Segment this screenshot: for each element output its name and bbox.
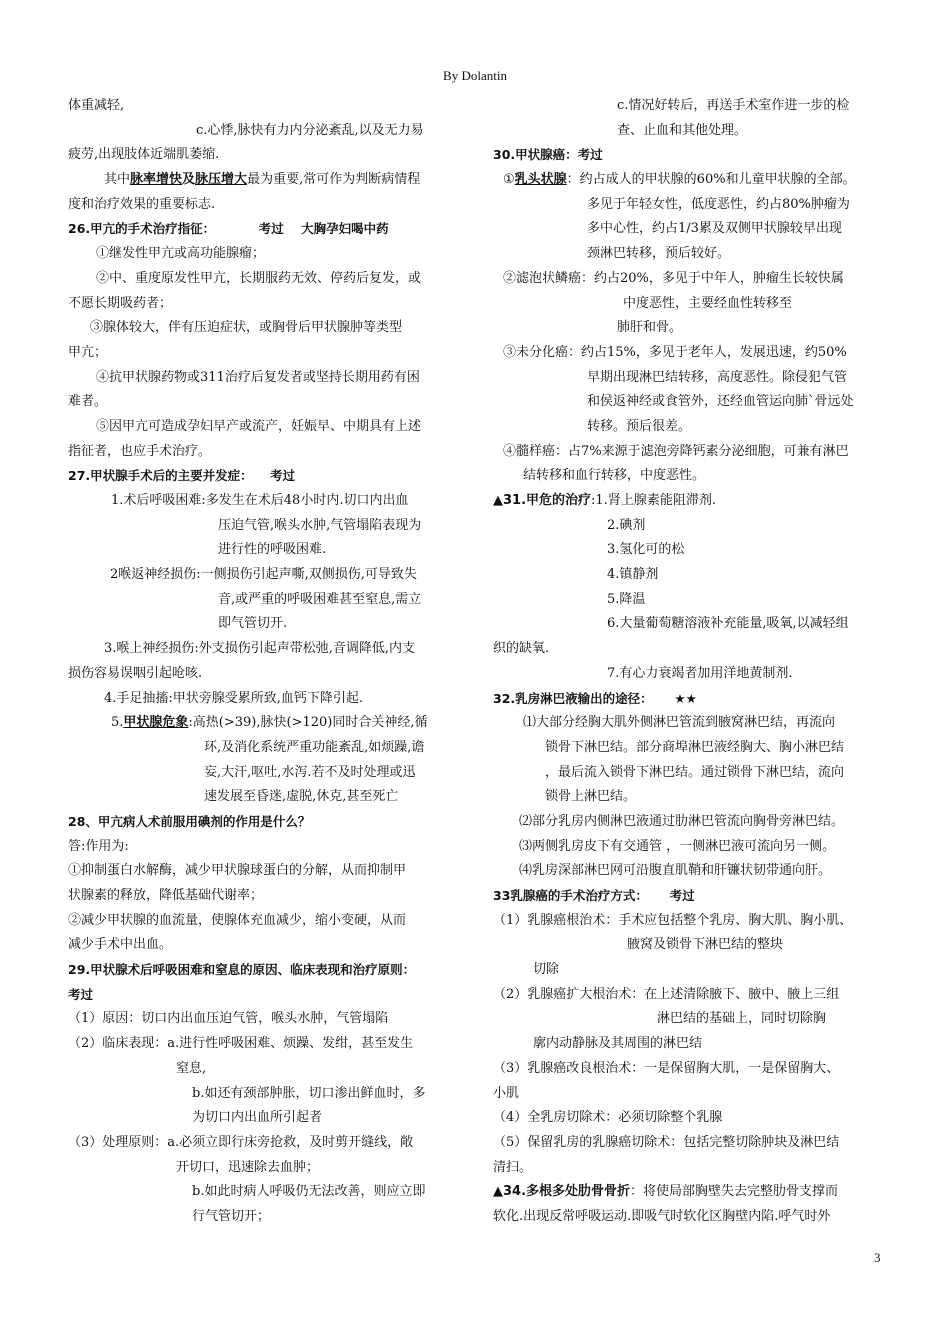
- section-heading-34: [493, 1180, 891, 1205]
- text-line: ⑵部分乳房内侧淋巴液通过肋淋巴管流向胸骨旁淋巴结。: [519, 813, 845, 829]
- text-line: ④髓样癌：占7%来源于滤泡旁降钙素分泌细胞，可兼有淋巴: [503, 443, 849, 459]
- text-line: 软化.出现反常呼吸运动.即吸气时软化区胸壁内陷.呼气时外: [493, 1208, 831, 1224]
- text-line: 状腺素的释放，降低基础代谢率；: [68, 888, 264, 903]
- text-line: 2.碘剂: [607, 517, 646, 533]
- text-line: 肺肝和骨。: [617, 320, 683, 336]
- text-line: （5）保留乳房的乳腺癌切除术：包括完整切除肿块及淋巴结: [493, 1134, 840, 1150]
- text-line: 不愿长期吸药者；: [68, 295, 173, 311]
- text-run: ①: [503, 172, 515, 188]
- text-run: 最为重要,常可作为判断病情程: [247, 172, 421, 188]
- text-line: 4.镇静剂: [607, 567, 659, 583]
- text-line: b.如此时病人呼吸仍无法改善，则应立即: [192, 1184, 426, 1200]
- text-line: 指征者，也应手术治疗。: [68, 443, 212, 459]
- text-line: ③腺体较大，伴有压迫症状，或胸骨后甲状腺肿等类型: [90, 320, 403, 336]
- text-run: ：约占成人的甲状腺的60%和儿童甲状腺的全部。: [566, 172, 856, 188]
- text-run: ▲31.甲危的治疗: [493, 493, 592, 508]
- text-line: 体重减轻,: [68, 98, 125, 113]
- text-line: 疲劳,出现肢体近端肌萎缩.: [68, 147, 220, 163]
- text-line: 1.术后呼吸困难:多发生在术后48小时内.切口内出血: [111, 493, 409, 508]
- section-heading-32: 32.乳房淋巴液输出的途径： ★★: [493, 690, 697, 706]
- text-line: 5.降温: [607, 591, 646, 607]
- text-line: 开切口，迅速除去血肿；: [176, 1159, 320, 1175]
- text-line: 音,或严重的呼吸困难甚至窒息,需立: [218, 591, 422, 607]
- text-line: 多见于年轻女性，低度恶性，约占80%肿瘤为: [587, 196, 850, 212]
- text-line: 锁骨下淋巴结。部分商埠淋巴液经胸大、胸小淋巴结: [545, 739, 845, 755]
- text-line: ①继发性甲亢或高功能腺瘤；: [96, 246, 266, 262]
- text-line: 锁骨上淋巴结。: [545, 789, 637, 805]
- text-line: [68, 168, 462, 193]
- text-line: 行气管切开；: [192, 1208, 271, 1224]
- text-line: 妄,大汗,呕吐,水泻.若不及时处理或迅: [204, 764, 416, 780]
- text-line: 4.手足抽搐:甲状旁腺受累所致,血钙下降引起.: [104, 690, 364, 706]
- text-run: ▲34.多根多处肋骨骨折: [493, 1184, 631, 1200]
- key-term-pulse-rate: 脉率增快: [130, 172, 183, 188]
- text-line: c.心悸,脉快有力内分泌紊乱,以及无力易: [196, 122, 424, 138]
- text-line: [68, 711, 462, 736]
- text-line: （1）原因：切口内出血压迫气管，喉头水肿，气管塌陷: [68, 1011, 389, 1027]
- text-line: ⑴大部分经胸大肌外侧淋巴管流到腋窝淋巴结，再流向: [523, 715, 836, 731]
- text-line: ⑷乳房深部淋巴网可沿腹直肌鞘和肝镰状韧带通向肝。: [519, 863, 832, 879]
- text-line: 压迫气管,喉头水肿,气管塌陷表现为: [218, 517, 422, 533]
- text-line: [493, 168, 891, 193]
- text-run: 其中: [104, 172, 131, 188]
- page-header: By Dolantin: [443, 68, 507, 83]
- text-line: 考过: [68, 986, 94, 1002]
- section-heading-30: 30.甲状腺癌：考过: [493, 147, 603, 163]
- text-line: 多中心性，约占1/3累及双侧甲状腺较早出现: [587, 221, 842, 237]
- page-number: 3: [874, 1250, 881, 1265]
- text-line: 7.有心力衰竭者加用洋地黄制剂.: [607, 665, 793, 681]
- section-heading-26: 26.甲亢的手术治疗指征： 考过 大胸孕妇喝中药: [68, 221, 389, 237]
- text-line: ②减少甲状腺的血流量，使腺体充血减少，缩小变硬，从而: [68, 912, 407, 928]
- text-run: :高热(>39),脉快(>120)同时合关神经,循: [188, 715, 428, 731]
- text-line: 淋巴结的基础上，同时切除胸: [657, 1011, 827, 1027]
- text-line: 2喉返神经损伤:一侧损伤引起声嘶,双侧损伤,可导致失: [110, 567, 417, 583]
- text-line: 结转移和血行转移，中度恶性。: [523, 468, 706, 484]
- text-line: 织的缺氧.: [493, 641, 550, 657]
- text-line: 度和治疗效果的重要标志.: [68, 196, 216, 212]
- text-line: （3）处理原则：a.必须立即行床旁抢救，及时剪开缝线，敞: [68, 1134, 414, 1150]
- right-column: [493, 94, 891, 1230]
- text-line: ⑶两侧乳房皮下有交通管 ，一侧淋巴液可流向另一侧。: [519, 838, 836, 854]
- left-column: [68, 94, 462, 1230]
- key-term-pulse-pressure: 脉压增大: [195, 172, 248, 188]
- text-line: （3）乳腺癌改良根治术：一是保留胸大肌，一是保留胸大、: [493, 1060, 840, 1076]
- text-line: 查、止血和其他处理。: [617, 122, 748, 138]
- text-line: 和侯返神经或食管外，还经血管运向肺`骨远处: [587, 394, 854, 410]
- text-line: 减少手术中出血。: [68, 937, 173, 953]
- text-line: 进行性的呼吸困难.: [218, 542, 327, 558]
- text-line: （4）全乳房切除术：必须切除整个乳腺: [493, 1110, 723, 1126]
- text-line: ④抗甲状腺药物或311治疗后复发者或坚持长期用药有困: [96, 369, 420, 385]
- text-line: 小肌: [493, 1085, 520, 1101]
- text-line: c.情况好转后，再送手术室作进一步的检: [617, 98, 850, 113]
- text-line: 腋窝及锁骨下淋巴结的整块: [627, 937, 784, 953]
- text-line: ③未分化癌：约占15%，多见于老年人，发展迅速，约50%: [503, 344, 847, 360]
- text-line: 3.氢化可的松: [607, 542, 685, 558]
- text-run: 及: [182, 172, 196, 188]
- text-line: 切除: [533, 962, 560, 978]
- text-line: 环,及消化系统严重功能紊乱,如烦躁,谵: [204, 739, 425, 755]
- text-line: （1）乳腺癌根治术：手术应包括整个乳房、胸大肌、胸小肌、: [493, 912, 853, 928]
- section-heading-29: 29.甲状腺术后呼吸困难和窒息的原因、临床表现和治疗原则：: [68, 962, 416, 978]
- text-line: 为切口内出血所引起者: [192, 1110, 323, 1126]
- text-line: ①抑制蛋白水解酶，减少甲状腺球蛋白的分解，从而抑制甲: [68, 863, 407, 879]
- section-heading-33: 33乳腺癌的手术治疗方式： 考过: [493, 888, 695, 903]
- section-heading-27: 27.甲状腺手术后的主要并发症： 考过: [68, 468, 296, 484]
- key-term-thyroid-crisis: 甲状腺危象: [123, 715, 189, 731]
- text-line: ，最后流入锁骨下淋巴结。通过锁骨下淋巴结，流向: [545, 764, 845, 780]
- text-line: （2）乳腺癌扩大根治术：在上述清除腋下、腋中、腋上三组: [493, 986, 840, 1002]
- text-line: 即气管切开.: [218, 616, 288, 632]
- text-line: ⑤因甲亢可造成孕妇早产或流产，妊娠早、中期具有上述: [96, 418, 422, 434]
- text-line: 颈淋巴转移，预后较好。: [587, 246, 731, 262]
- text-line: 难者。: [68, 394, 108, 410]
- text-line: 答:作用为:: [68, 838, 129, 854]
- text-line: 甲亢；: [68, 344, 108, 360]
- text-run: :1.肾上腺素能阻滞剂.: [591, 493, 716, 508]
- text-run: 5.: [111, 715, 124, 731]
- section-heading-31: [493, 489, 891, 514]
- text-line: 早期出现淋巴结转移，高度恶性。除侵犯气管: [587, 369, 848, 385]
- text-line: ②中、重度原发性甲亢，长期服药无效、停药后复发，或: [96, 270, 422, 286]
- text-line: 3.喉上神经损伤:外支损伤引起声带松弛,音调降低,内支: [104, 641, 416, 657]
- key-term-papillary: 乳头状腺: [514, 172, 567, 188]
- text-line: ②滤泡状鳞癌：约占20%，多见于中年人，肿瘤生长较快属: [503, 270, 844, 286]
- text-line: （2）临床表现：a.进行性呼吸困难、烦躁、发绀，甚至发生: [68, 1036, 414, 1052]
- section-heading-28: 28、甲亢病人术前服用碘剂的作用是什么？: [68, 813, 311, 829]
- text-line: 6.大量葡萄糖溶液补充能量,吸氧,以减轻组: [607, 616, 849, 632]
- text-line: 中度恶性，主要经血性转移至: [623, 295, 793, 311]
- text-line: 转移。预后很差。: [587, 418, 692, 434]
- text-run: ：将使局部胸壁失去完整肋骨支撑而: [630, 1184, 839, 1200]
- text-line: 损伤容易误咽引起呛咳.: [68, 665, 203, 681]
- text-line: 清扫。: [493, 1159, 533, 1175]
- text-line: 窒息,: [176, 1060, 207, 1076]
- text-line: b.如还有颈部肿胀，切口渗出鲜血时，多: [192, 1085, 426, 1101]
- text-line: 廓内动静脉及其周围的淋巴结: [533, 1036, 703, 1052]
- text-line: 速发展至昏迷,虚脱,休克,甚至死亡: [204, 789, 399, 805]
